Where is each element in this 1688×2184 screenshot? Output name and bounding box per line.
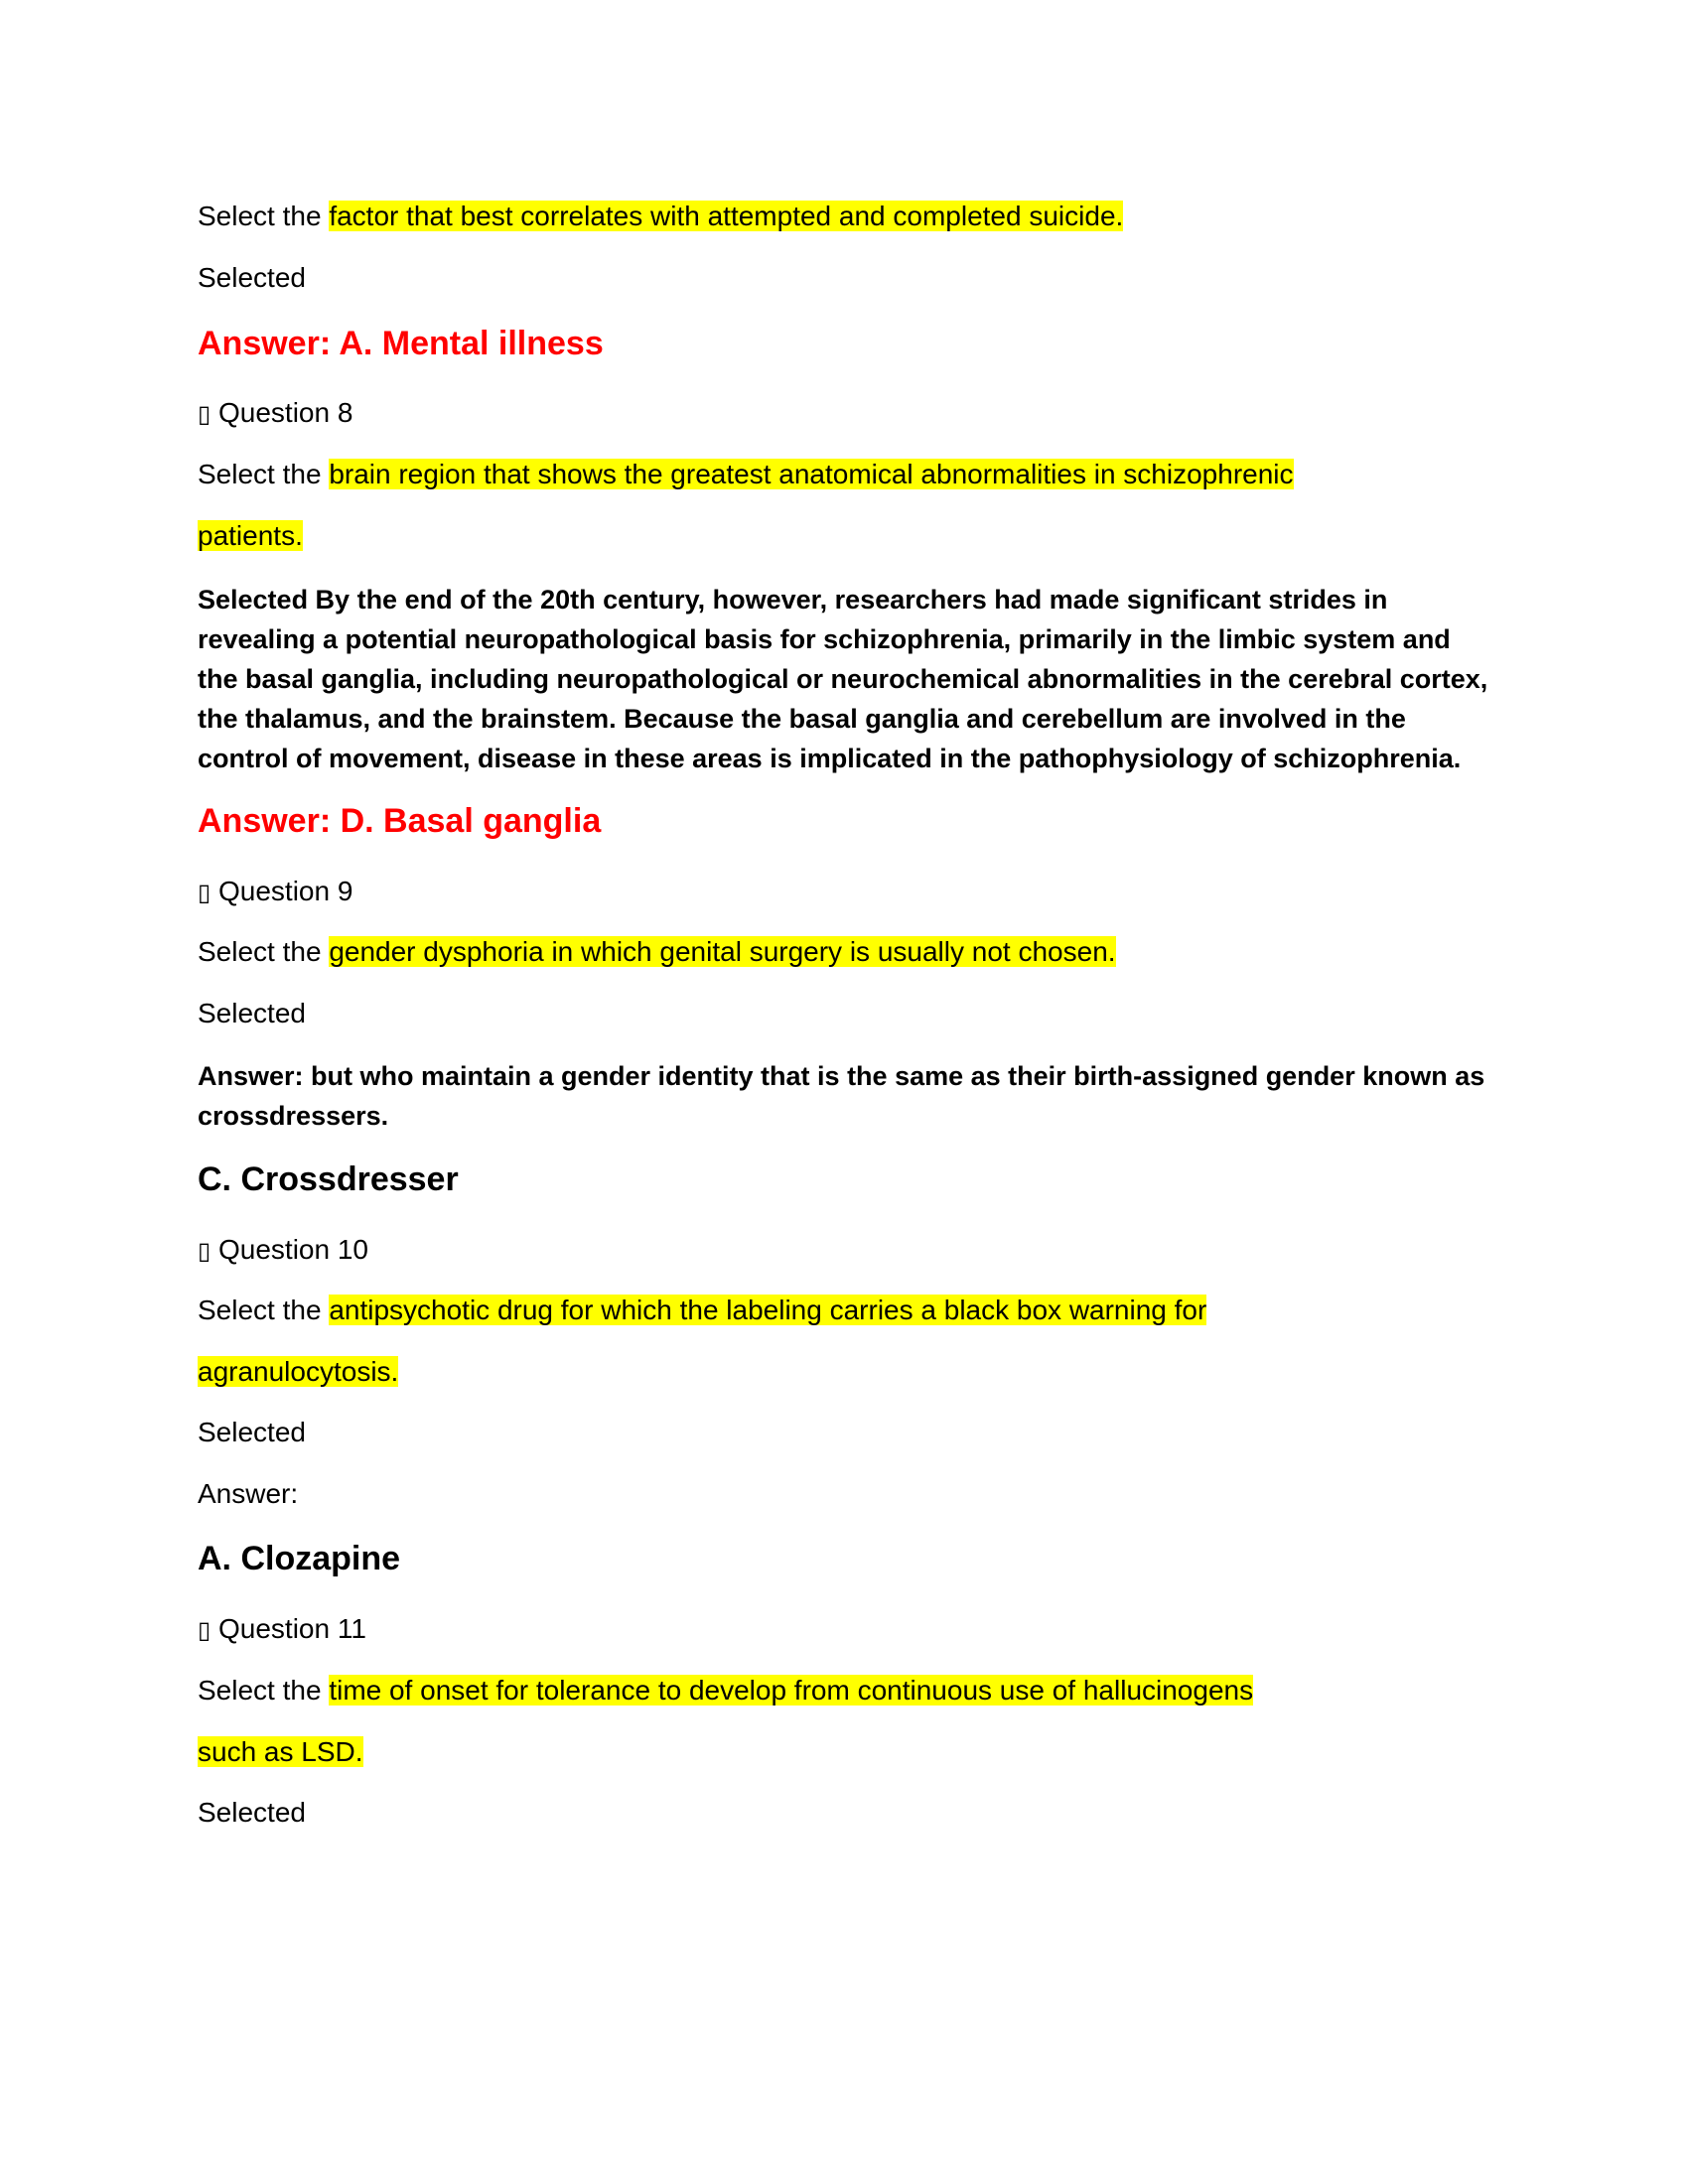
q11-prompt-line-2 (198, 1734, 1488, 1770)
q9-prompt-prefix: Select the (198, 936, 330, 967)
q8-prompt-line-2 (198, 518, 1488, 554)
q8-prompt-line-1 (198, 457, 1488, 492)
q9-selected: Selected (198, 998, 306, 1028)
q7-prompt-prefix: Select the (198, 201, 330, 231)
missing-glyph-icon: ▯ (198, 880, 211, 906)
q8-prompt-highlight-1: brain region that shows the greatest anatomical abnormalities in schizophrenic (329, 459, 1294, 489)
q10-prompt-highlight-2: agranulocytosis. (198, 1356, 399, 1387)
q10-heading (198, 1232, 1488, 1270)
q10-prompt-prefix: Select the (198, 1295, 330, 1325)
q10-answer-label: Answer: (198, 1478, 299, 1509)
q8-heading-text: Question 8 (211, 397, 353, 428)
q10-answer: A. Clozapine (198, 1540, 401, 1577)
q9-heading-text: Question 9 (211, 876, 353, 906)
q11-heading (198, 1611, 1488, 1649)
q8-prompt-prefix: Select the (198, 459, 330, 489)
missing-glyph-icon: ▯ (198, 401, 211, 428)
q8-prompt-highlight-2: patients. (198, 520, 303, 551)
q7-prompt-highlight: factor that best correlates with attempted and completed suicide. (329, 201, 1124, 231)
q10-heading-text: Question 10 (211, 1234, 368, 1265)
q9-prompt-highlight: gender dysphoria in which genital surgery is usually not chosen. (329, 936, 1116, 967)
q11-prompt-highlight-2: such as LSD. (198, 1736, 363, 1767)
q9-prompt (198, 934, 1488, 970)
q9-heading (198, 874, 1488, 911)
missing-glyph-icon: ▯ (198, 1238, 211, 1265)
q11-heading-text: Question 11 (211, 1613, 366, 1644)
q8-explanation: Selected By the end of the 20th century, however, researchers had made significant strides in revealing a potential neuropathological basis for schizophrenia, primarily in the limbic system and the basal ganglia, including neuropathological or neurochemical abnormalities in the cerebral cortex, the thalamus, and the brainstem. Because the basal ganglia and cerebellum are involved in the control of movement, disease in these areas is implicated in the pathophysiology of schizophrenia. (198, 585, 1488, 773)
q8-answer: Answer: D. Basal ganglia (198, 802, 602, 840)
q11-prompt-line-1 (198, 1673, 1488, 1708)
q10-selected: Selected (198, 1417, 306, 1447)
q10-prompt-line-2 (198, 1354, 1488, 1390)
q9-answer: C. Crossdresser (198, 1160, 459, 1198)
missing-glyph-icon: ▯ (198, 1617, 211, 1644)
q7-selected: Selected (198, 262, 306, 293)
q9-explanation: Answer: but who maintain a gender identity that is the same as their birth-assigned gender known as crossdressers. (198, 1061, 1485, 1131)
q11-prompt-prefix: Select the (198, 1675, 330, 1706)
q10-prompt-line-1 (198, 1293, 1488, 1328)
q10-prompt-highlight-1: antipsychotic drug for which the labeling carries a black box warning for (329, 1295, 1207, 1325)
q11-selected: Selected (198, 1797, 306, 1828)
q7-answer: Answer: A. Mental illness (198, 325, 604, 362)
q7-prompt (198, 199, 1488, 234)
q11-prompt-highlight-1: time of onset for tolerance to develop from continuous use of hallucinogens (329, 1675, 1254, 1706)
q8-heading (198, 395, 1488, 433)
